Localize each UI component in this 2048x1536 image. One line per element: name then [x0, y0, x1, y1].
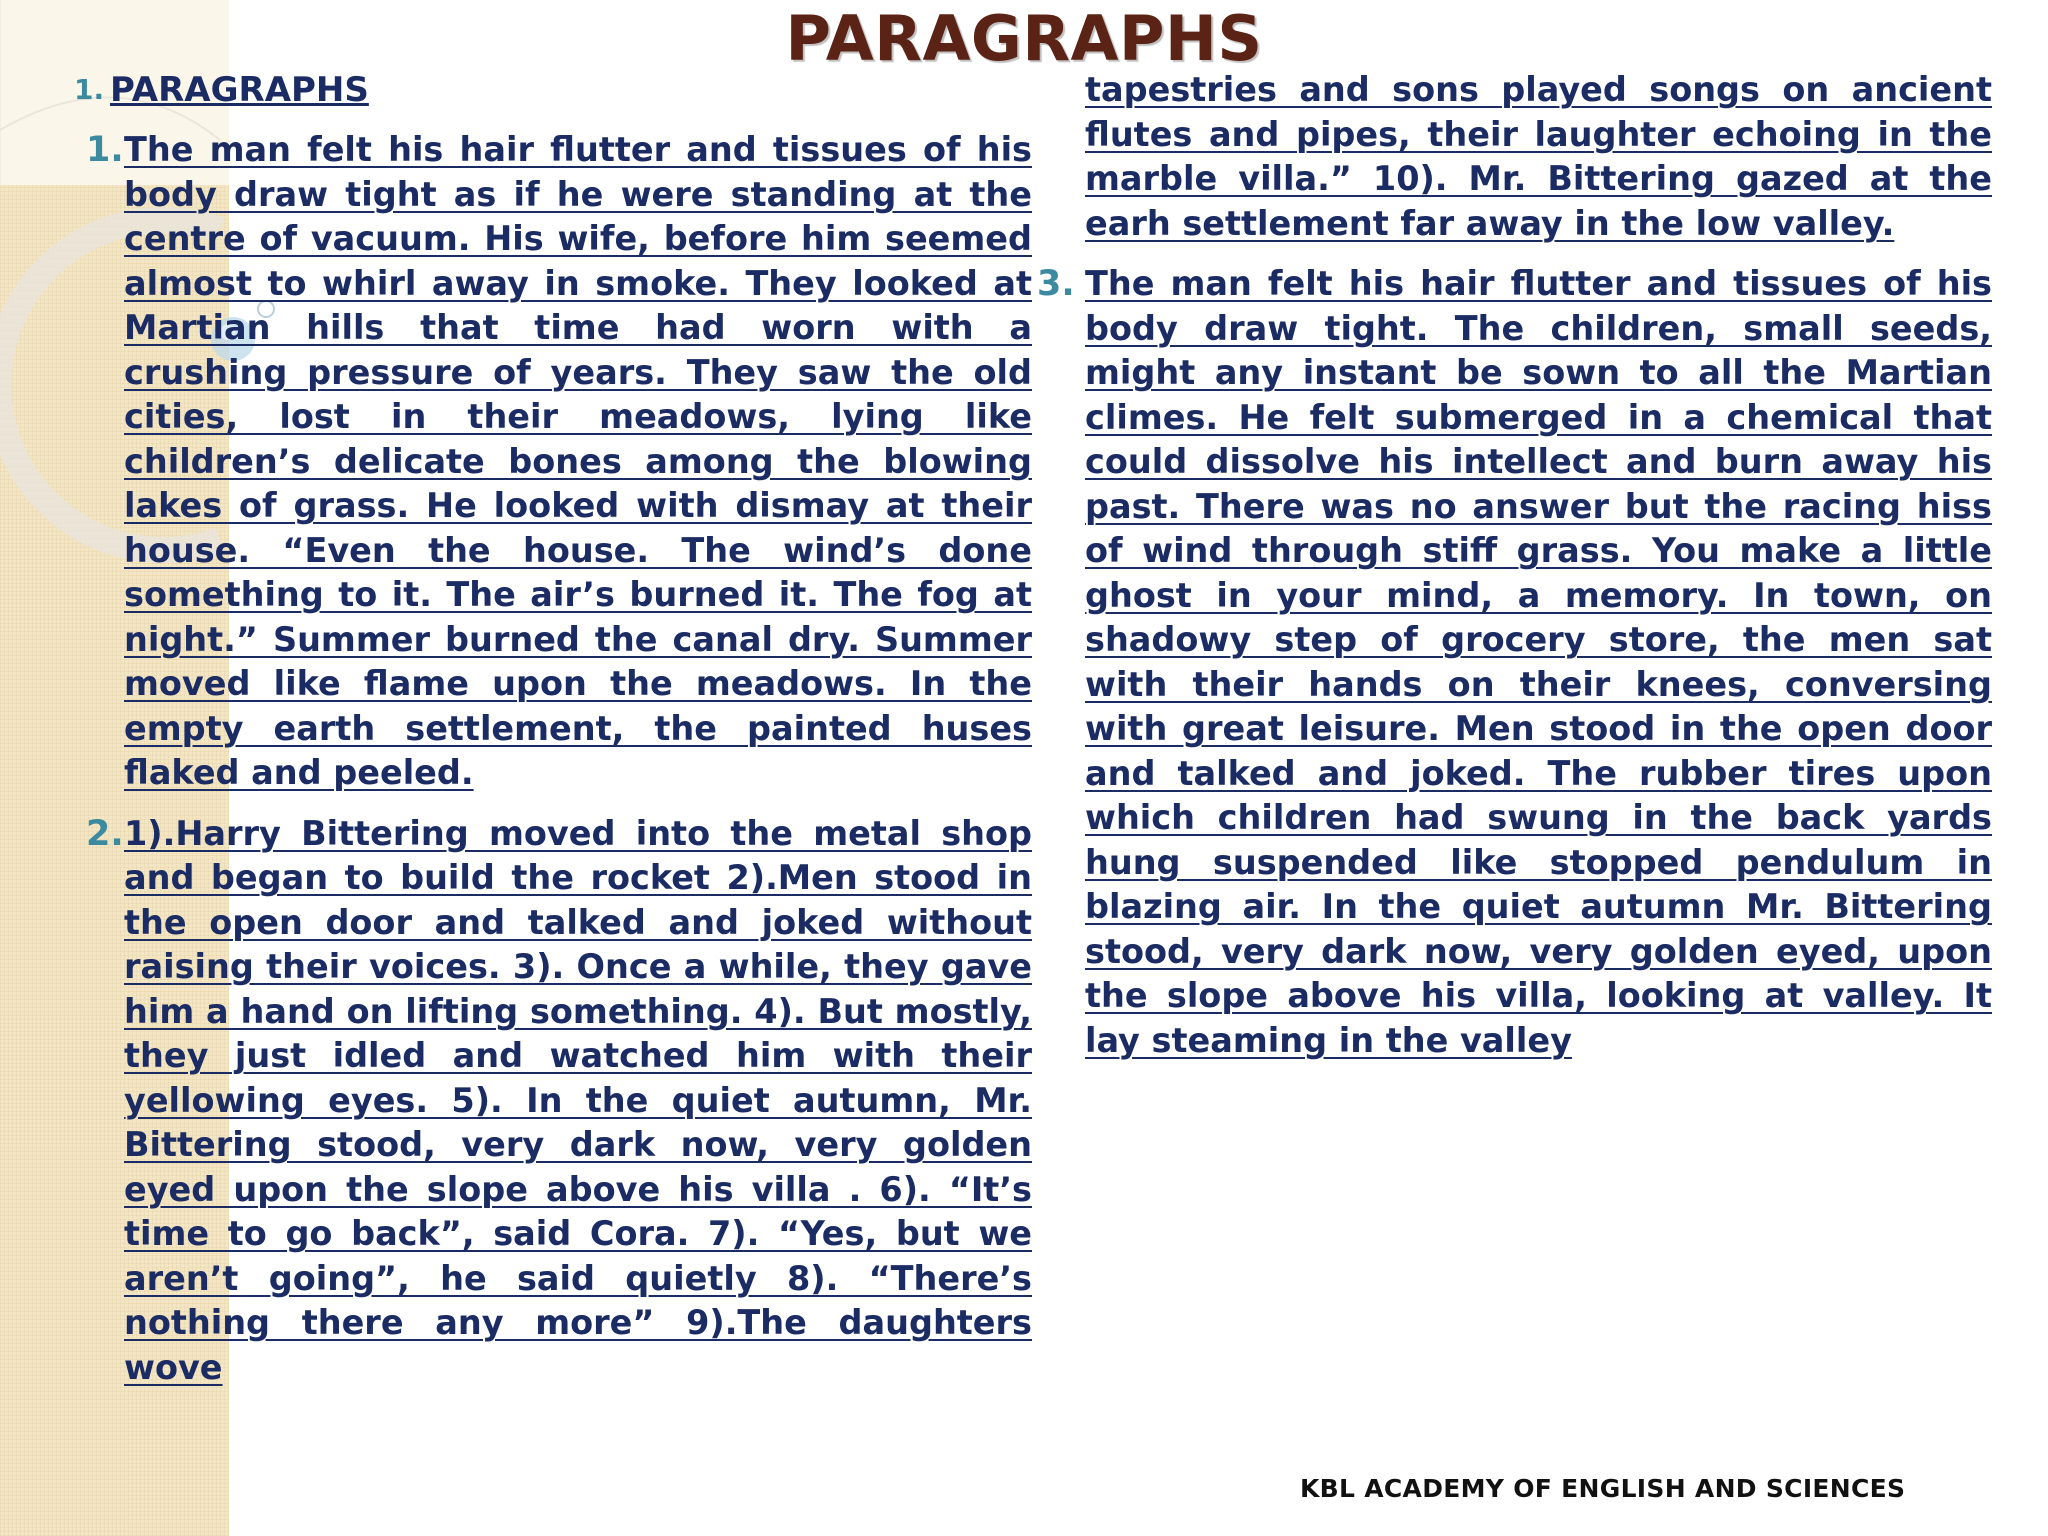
footer-label: KBL ACADEMY OF ENGLISH AND SCIENCES — [1300, 1474, 1906, 1503]
list-item — [74, 812, 1032, 1391]
list-item — [1037, 262, 1992, 1063]
section-heading — [74, 68, 1032, 112]
list-item-text: The man felt his hair flutter and tissues of his body draw tight. The children, small seeds, might any instant be sown to all the Martian climes. He felt submerged in a chemical that could dissolve his intellect and burn away his past. There was no answer but the racing hiss of wind through stiff grass. You make a little ghost in your mind, a memory. In town, on shadowy step of grocery store, the men sat with their hands on their knees, conversing with great leisure. Men stood in the open door and talked and joked. The rubber tires upon which children had swung in the back yards hung suspended like stopped pendulum in blazing air. In the quiet autumn Mr. Bittering stood, very dark now, very golden eyed, upon the slope above his villa, looking at valley. It lay steaming in the valley — [1085, 264, 1992, 1060]
left-column — [74, 68, 1032, 1406]
section-heading-number: 1. — [74, 73, 105, 106]
list-item-number: 2. — [86, 813, 124, 854]
list-item-text: The man felt his hair flutter and tissues of his body draw tight as if he were standing at the centre of vacuum. His wife, before him seemed almost to whirl away in smoke. They looked at Martian hills that time had worn with a crushing pressure of years. They saw the old cities, lost in their meadows, lying like children’s delicate bones among the blowing lakes of grass. He looked with dismay at their house. “Even the house. The wind’s done something to it. The air’s burned it. The fog at night.” Summer burned the canal dry. Summer moved like flame upon the meadows. In the empty earth settlement, the painted huses flaked and peeled. — [124, 130, 1032, 792]
slide-title: PARAGRAPHS — [785, 2, 1263, 75]
list-item-continuation-text: tapestries and sons played songs on ancient flutes and pipes, their laughter echoing in the marble villa.” 10). Mr. Bittering gazed at the earh settlement far away in the low valley. — [1085, 70, 1992, 243]
section-heading-text: PARAGRAPHS — [110, 70, 369, 110]
list-item-continuation — [1040, 68, 1992, 246]
list-item-number: 3. — [1037, 264, 1075, 304]
list-item — [74, 128, 1032, 796]
right-column — [1037, 68, 1992, 1079]
list-item-text: 1).Harry Bittering moved into the metal shop and began to build the rocket 2).Men stood in the open door and talked and joked without raising their voices. 3). Once a while, they gave him a hand on lifting something. 4). But mostly, they just idled and watched him with their yellowing eyes. 5). In the quiet autumn, Mr. Bittering stood, very dark now, very golden eyed upon the slope above his villa . 6). “It’s time to go back”, said Cora. 7). “Yes, but we aren’t going”, he said quietly 8). “There’s nothing there any more” 9).The daughters wove — [124, 813, 1032, 1387]
list-item-number: 1. — [86, 130, 124, 170]
